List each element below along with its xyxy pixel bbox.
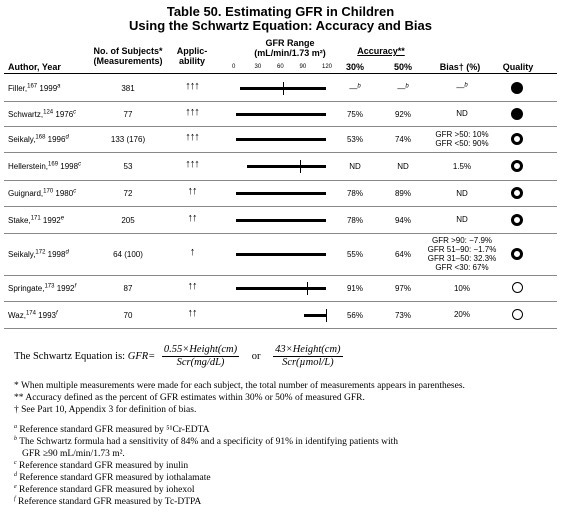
quality-icon: [508, 248, 526, 260]
header-rule: [4, 73, 557, 74]
footnote-star: * When multiple measurements were made for each subject, the total number of measurements appears in parentheses.: [14, 381, 465, 391]
header-subjects-line2: (Measurements): [93, 56, 163, 66]
equation-lead: The Schwartz Equation is:: [14, 350, 126, 362]
table-row-author: Hellerstein,$^{169}$ 1998$^c$: [8, 161, 82, 171]
bias-line: —$^b$: [456, 82, 468, 92]
applicability-icon: ↑↑: [187, 185, 197, 197]
table-row-author: Waz,$^{174}$ 1993$^f$: [8, 309, 58, 320]
quality-circle: [511, 82, 523, 94]
reference-note-letter: a: [14, 423, 17, 430]
header-subjects: [92, 46, 164, 66]
row-divider: [4, 233, 557, 234]
reference-note: $^f$ Reference standard GFR measured by Tc-DTPA: [14, 495, 202, 507]
header-quality: Quality: [502, 62, 534, 72]
reference-note: $^c$ Reference standard GFR measured by inulin: [14, 459, 189, 471]
gfr-axis-tick-label: 0: [232, 64, 236, 70]
applicability-icon: ↑↑↑: [185, 79, 199, 92]
gfr-range-bar: [236, 219, 326, 222]
table-row-subjects: 381: [121, 83, 135, 93]
table-row-accuracy-50: 92%: [394, 109, 411, 119]
table-row-accuracy-30: 78%: [346, 189, 363, 198]
quality-circle: [511, 108, 523, 120]
row-divider: [4, 101, 557, 102]
quality-icon: [508, 108, 526, 120]
header-gfr-line2: (mL/min/1.73 m²): [254, 48, 326, 58]
author-note-letter: f: [55, 309, 58, 316]
bias-line: GFR >90: −7.9%: [431, 236, 493, 245]
gfr-range-bar: [247, 165, 326, 168]
quality-circle: [512, 309, 523, 320]
bias-line: GFR 51–90: −1.7%: [427, 245, 497, 254]
table-row-accuracy-30: 91%: [346, 284, 363, 293]
header-gfr-line1: GFR Range: [265, 38, 315, 48]
gfr-axis-tick-label: 30: [254, 64, 262, 70]
bias-note-letter: b: [464, 82, 468, 89]
table-row-author: Filler,$^{167}$ 1999$^a$: [8, 82, 61, 93]
table-row-accuracy-50: 89%: [394, 189, 411, 198]
header-gfr-range: [240, 38, 340, 58]
table-row-accuracy-50: —$^b$: [397, 82, 409, 93]
table-row-accuracy-30: ND: [349, 162, 361, 171]
row-divider: [4, 328, 557, 329]
table-title-line1: Table 50. Estimating GFR in Children: [166, 4, 395, 19]
table-row-bias: [424, 236, 500, 272]
author-note-letter: e: [60, 214, 65, 221]
gfr-range-bar: [236, 253, 326, 256]
bias-line: GFR 31–50: 32.3%: [427, 254, 497, 263]
gfr-axis-tick-label: 60: [277, 64, 284, 70]
author-ref-number: 173: [44, 283, 55, 290]
header-acc30: 30%: [345, 62, 364, 72]
footnote-double-star: ** Accuracy defined as the percent of GFR estimates within 30% or 50% of measured GFR.: [14, 393, 365, 403]
table-row-bias: [424, 162, 500, 171]
table-row-bias: [424, 215, 500, 224]
row-divider: [4, 152, 557, 153]
equation-or: or: [251, 350, 261, 362]
quality-icon: [508, 214, 526, 226]
gfr-range-marker: [326, 309, 327, 322]
author-note-letter: c: [73, 108, 77, 115]
gfr-axis-tick-label: 120: [322, 64, 333, 70]
reference-note-letter: d: [14, 471, 17, 478]
header-author: Author, Year: [8, 62, 61, 72]
quality-icon: [508, 187, 526, 199]
gfr-range-marker: [307, 282, 308, 295]
gfr-range-bar: [236, 287, 326, 290]
table-row-bias: [424, 83, 500, 92]
header-applicability: [172, 46, 212, 66]
table-row-bias: [424, 284, 500, 293]
header-bias: Bias† (%): [439, 62, 481, 72]
quality-icon: [508, 82, 526, 94]
table-row-subjects: 53: [123, 162, 133, 171]
bias-line: ND: [456, 109, 468, 118]
applicability-icon: ↑↑: [187, 306, 197, 319]
table-row-author: Seikaly,$^{168}$ 1996$^d$: [8, 134, 69, 144]
table-row-accuracy-30: 78%: [346, 215, 363, 225]
row-divider: [4, 301, 557, 302]
author-note-letter: c: [78, 161, 82, 168]
reference-note-letter: b: [14, 435, 17, 442]
applicability-icon: ↑↑↑: [185, 158, 199, 170]
header-applicability-line2: ability: [178, 56, 205, 66]
bias-line: GFR <30: 67%: [435, 263, 489, 272]
reference-note: GFR ≥90 mL/min/1.73 m².: [22, 449, 125, 459]
gfr-axis-tick-label: 90: [299, 64, 307, 70]
table-row-author: Springate,$^{173}$ 1992$^f$: [8, 283, 77, 293]
applicability-icon: ↑↑: [187, 211, 197, 224]
quality-icon: [508, 309, 526, 320]
equation-numerator-2: 43×Height(cm): [275, 344, 341, 355]
row-divider: [4, 206, 557, 207]
bias-line: ND: [456, 188, 468, 198]
applicability-icon: ↑↑↑: [185, 105, 199, 118]
bias-line: GFR >50: 10%: [435, 130, 489, 139]
table-row-bias: [424, 189, 500, 198]
row-divider: [4, 180, 557, 181]
table-row-author: Seikaly,$^{172}$ 1998$^d$: [8, 249, 69, 259]
table-row-author: Stake,$^{171}$ 1992e: [8, 214, 65, 225]
table-row-accuracy-50: 97%: [394, 284, 411, 293]
applicability-icon: ↑↑: [187, 280, 197, 292]
quality-circle: [511, 248, 523, 260]
table-row-accuracy-30: 56%: [346, 310, 363, 320]
quality-circle: [512, 282, 523, 293]
table-row-bias: [424, 130, 500, 148]
equation-denominator-2: Scr(µmol/L): [282, 357, 334, 368]
gfr-range-marker: [300, 160, 301, 173]
table-row-accuracy-50: ND: [397, 162, 409, 171]
table-row-accuracy-30: 55%: [346, 250, 363, 259]
table-row-subjects: 87: [123, 284, 133, 293]
gfr-range-marker: [283, 82, 284, 95]
bias-line: ND: [456, 215, 468, 224]
applicability-icon: ↑↑↑: [185, 131, 199, 143]
table-title-line2: Using the Schwartz Equation: Accuracy and Bias: [129, 18, 432, 33]
table-row-subjects: 64 (100): [113, 250, 143, 259]
reference-note: $^d$ Reference standard GFR measured by iothalamate: [14, 471, 211, 483]
author-ref-number: 171: [30, 214, 41, 221]
header-subjects-line1: No. of Subjects*: [93, 46, 163, 56]
author-note-letter: a: [57, 82, 61, 89]
bias-line: GFR <50: 90%: [435, 139, 489, 148]
schwartz-equation: [14, 344, 347, 369]
author-ref-number: 170: [43, 188, 54, 195]
author-ref-number: 124: [43, 108, 54, 115]
equation-fraction-2: [273, 344, 342, 369]
table-row-accuracy-50: 74%: [394, 135, 411, 144]
author-note-letter: c: [73, 188, 77, 195]
equation-numerator-1: 0.55×Height(cm): [163, 344, 238, 355]
accuracy-note-letter: b: [405, 82, 409, 89]
header-accuracy: Accuracy**: [357, 46, 405, 56]
header-acc50: 50%: [393, 62, 412, 72]
header-applicability-line1: Applic-: [176, 46, 208, 56]
reference-note-letter: e: [14, 483, 17, 490]
table-row-subjects: 77: [123, 109, 133, 119]
author-note-letter: d: [65, 134, 69, 141]
table-row-author: Schwartz,$^{124}$ 1976$^c$: [8, 108, 77, 119]
row-divider: [4, 275, 557, 276]
bias-line: 1.5%: [452, 161, 472, 171]
quality-circle: [511, 214, 523, 226]
equation-gfr: GFR=: [127, 350, 156, 362]
gfr-range-bar: [304, 314, 327, 317]
quality-circle: [511, 133, 523, 145]
reference-note: $^a$ Reference standard GFR measured by ⁵¹Cr-EDTA: [14, 423, 210, 435]
quality-circle: [511, 187, 523, 199]
table-row-accuracy-30: 53%: [346, 135, 363, 144]
quality-icon: [508, 282, 526, 293]
quality-circle: [511, 160, 523, 172]
bias-line: 20%: [453, 310, 470, 319]
row-divider: [4, 126, 557, 127]
author-ref-number: 172: [35, 249, 46, 256]
gfr-range-bar: [236, 138, 326, 141]
equation-fraction-1: [162, 344, 239, 369]
author-ref-number: 174: [25, 309, 36, 316]
gfr-range-bar: [236, 113, 326, 116]
table-row-subjects: 72: [123, 189, 133, 198]
table-row-accuracy-50: 73%: [394, 310, 411, 320]
author-note-letter: f: [74, 283, 77, 290]
table-row-accuracy-50: 64%: [394, 250, 411, 259]
accuracy-note-letter: b: [357, 82, 361, 89]
table-row-subjects: 205: [121, 215, 135, 225]
table-row-subjects: 70: [123, 310, 133, 320]
reference-note: $^b$ The Schwartz formula had a sensitivity of 84% and a specificity of 91% in identifying patients with: [14, 435, 399, 447]
quality-icon: [508, 133, 526, 145]
author-ref-number: 168: [35, 134, 46, 141]
table-row-bias: [424, 109, 500, 118]
applicability-icon: ↑: [189, 246, 195, 258]
author-ref-number: 167: [27, 82, 38, 89]
table-row-bias: [424, 310, 500, 319]
table-row-accuracy-50: 94%: [394, 215, 411, 225]
reference-note-letter: c: [14, 459, 17, 466]
equation-denominator-1: Scr(mg/dL): [176, 357, 225, 368]
reference-note: $^e$ Reference standard GFR measured by iohexol: [14, 483, 195, 495]
table-row-author: Guignard,$^{170}$ 1980$^c$: [8, 188, 77, 198]
reference-note-letter: f: [14, 495, 16, 502]
bias-line: 10%: [453, 283, 470, 293]
footnote-dagger: † See Part 10, Appendix 3 for definition of bias.: [14, 405, 197, 415]
author-ref-number: 169: [48, 161, 59, 168]
table-row-accuracy-30: —$^b$: [349, 82, 361, 93]
gfr-range-bar: [236, 192, 326, 195]
author-note-letter: d: [65, 249, 69, 256]
quality-icon: [508, 160, 526, 172]
table-row-subjects: 133 (176): [110, 135, 146, 144]
table-row-accuracy-30: 75%: [346, 109, 363, 119]
